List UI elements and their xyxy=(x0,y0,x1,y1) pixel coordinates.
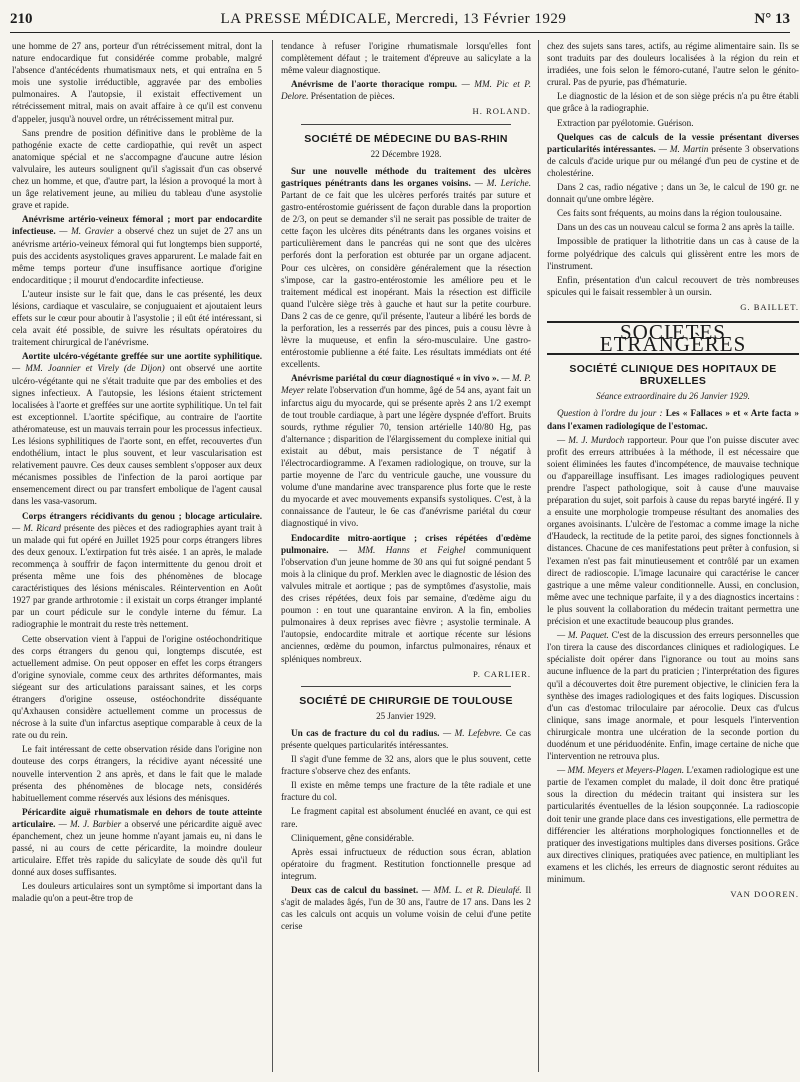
signature: P. CARLIER. xyxy=(472,668,531,679)
paragraph: chez des sujets sans tares, actifs, au régime alimentaire sain. Ils se sont traduits par des douleurs localisées à la région du rein et irradiées, une fois selon le fémoro-cutané, l'autre selon le génito-crural. Pas de pyurie, pas d'hématurie. xyxy=(547,41,799,88)
article-entry xyxy=(12,213,262,286)
paragraph: Cette observation vient à l'appui de l'origine ostéochondritique des corps étrangers du genou qui, longtemps discutée, est actuellement admise. On peut opposer en effet les corps étrangers d'origine synoviale, comme ceux des arthrites déformantes, mais siégeant sur des articulations paraissant saines, et les corps étrangers d'origine osseuse, ostéochondrite disséquante qu'Axhausen considère actuellement comme un processus de nécrose à la suite d'un infarctus aseptique comparable à ceux de la rate ou du rein. xyxy=(12,633,262,741)
article-title: Deux cas de calcul du bassinet. xyxy=(291,885,419,895)
article-title: Endocardite mitro-aortique ; crises répétées d'œdème pulmonaire. xyxy=(281,532,531,555)
article-text: Partant de ce fait que les ulcères perforés traités par suture et gastro-entérostomie guérissent de façon durable dans la proportion de 2/3, on peut se demander s'il ne serait pas possible de traiter de cette façon les ulcères dits pénétrants dans les organes voisins et particulièrement dans le pancréas qui ne sont que des ulcères perforés dont la perforation est obturée par un organe adjacent. Pour ces ulcères, on considère généralement que la résection s'impose, car la gastro-entérostomie les améliore peu et le traitement médical est inopérant. Mais la résection est difficile quand l'ulcère siège très à gauche et haut sur la petite courbure. Dans 2 cas de ce genre, qu'il présente, l'auteur a libéré les bords de la perforation, les a resserrés par des pinces, puis a cousu lèvre à lèvre la muqueuse, et enfin la séro-musculaire. Une gastro-entérostomie publienne a été faite. Les résultats immédiats ont été excellents. xyxy=(281,189,531,370)
article-title: Péricardite aiguë rhumatismale en dehors de toute atteinte articulaire. xyxy=(12,806,262,829)
article-title: Aortite ulcéro-végétante greffée sur une aortite syphilitique. xyxy=(22,351,262,362)
author: — M. Gravier xyxy=(59,226,114,237)
section-heading: SOCIÉTÉ DE MÉDECINE DU BAS-RHIN xyxy=(304,132,508,145)
article-text: présente 3 observations de calculs d'acide urique pur ou mélangé d'un peu de cystine et de cholestérine. xyxy=(547,143,799,178)
article-text: L'examen radiologique est une partie de l'examen complet du malade, il doit donc être pratiqué sous la direction du médecin traitant qui insistera sur les particularités éventuelles de la lésion soupçonnée. La radioscopie doit tenir une grande place dans ces investigations, elle permettra de différencier les altérations morphologiques fonctionnelles et de pratiquer des investigations multiples dans diverses positions. Grâce aux directives cliniques, pratiquées avec patience, en multipliant les examens et les clichés, les erreurs de diagnostic seront réduites au minimum. xyxy=(547,765,799,884)
author: — MM. L. et R. Dieulafé. xyxy=(421,885,522,895)
article-entry xyxy=(547,629,799,762)
section-heading: SOCIÉTÉ CLINIQUE DES HOPITAUX DE BRUXELLES xyxy=(569,363,777,388)
article-text: Présentation de pièces. xyxy=(310,91,395,102)
article-text: a observé une péricardite aiguë avec épanchement, chez un jeune homme n'ayant jamais eu, ni dans le passé, ni au cours de cette péricardite, la moindre douleur articulaire. Effet très rapide du salicylate de soude dès qu'il fut donné aux doses suffisantes. xyxy=(12,818,262,878)
article-entry xyxy=(12,806,262,879)
paragraph: Après essai infructueux de réduction sous écran, ablation opératoire du fragment. Restitution fonctionnelle presque ad integrum. xyxy=(281,846,531,881)
paragraph: Les douleurs articulaires sont un symptôme si important dans la maladie qu'on a peut-être trop de xyxy=(12,881,262,904)
paragraph: Il existe en même temps une fracture de la tête radiale et une fracture du col. xyxy=(281,780,531,803)
column-2 xyxy=(272,40,531,1072)
paragraph: Le fait intéressant de cette observation réside dans l'origine non douteuse des corps étrangers, la récidive ayant nécessité une nouvelle intervention 2 ans après, et dans le fait que le malade présenta des phénomènes de blocage nets, considérés habituellement comme réservés aux lésions des ménisques. xyxy=(12,744,262,803)
article-entry xyxy=(12,350,262,507)
author: — MM. Joannier et Virely (de Dijon) xyxy=(12,363,165,374)
article-entry xyxy=(281,727,531,751)
page-number: 210 xyxy=(10,10,33,27)
author: — MM. Meyers et Meyers-Plagen. xyxy=(557,765,685,776)
article-text: ont observé une aortite ulcéro-végétante qui ne s'était traduite que par des embolies et des signes infectieux. A l'autopsie, les lésions étaient strictement localisées à l'aorte et greffées sur une aortite syphilitique. Un tel fait est exceptionnel. L'aortite spécifique, au contraire de l'aortite athéromateuse, est un mauvais terrain pour les processus infectieux. Les lésions syphilitiques de l'aorte sont, en effet, recouvertes d'un endothélium, intact le plus souvent, et leur vascularisation est relativement pauvre. Ces deux causes semblent s'opposer aux deux mécanismes possibles de l'infection de la paroi aortique par ensemencement direct ou par transfert embolique de l'agent causal dans les vasa-vasorum. xyxy=(12,363,262,507)
paragraph: Le fragment capital est absolument énucléé en avant, ce qui est rare. xyxy=(281,806,531,829)
article-title: Quelques cas de calculs de la vessie présentant diverses particularités intéressantes. xyxy=(547,131,799,154)
divider xyxy=(301,686,511,687)
signature: VAN DOOREN. xyxy=(730,889,799,900)
article-entry xyxy=(547,434,799,628)
paragraph: Enfin, présentation d'un calcul recouvert de très nombreuses spicules qui le faisait ressembler à un oursin. xyxy=(547,274,799,297)
author: — M. J. Barbier xyxy=(58,818,122,829)
article-text: présente des pièces et des radiographies ayant trait à un malade qui fut opéré en Juillet 1925 pour corps étrangers libres des deux genoux. L'extirpation fut très aisée. 1 an après, le malade recommença à souffrir de façon intermittente du genou droit et présenta même une fois des phénomènes de blocage caractéristiques des lésions méniscales. Réintervention en Août 1927 par grande arthrotomie : il existait un corps étranger implanté par un court pédicule sur le condyle interne du fémur. La radiographie le montrait du reste très nettement. xyxy=(12,522,262,630)
masthead: LA PRESSE MÉDICALE, Mercredi, 13 Février 1929 xyxy=(220,10,567,27)
article-title: Sur une nouvelle méthode du traitement des ulcères gastriques pénétrants dans les organes voisins. xyxy=(281,165,531,188)
signature: G. BAILLET. xyxy=(740,301,799,312)
section-heading: SOCIÉTÉ DE CHIRURGIE DE TOULOUSE xyxy=(299,694,513,707)
article-title: Anévrisme de l'aorte thoracique rompu. xyxy=(291,79,458,90)
article-title: Anévrisme pariétal du cœur diagnostiqué « in vivo ». xyxy=(291,373,499,384)
article-text: Il s'agit de malades âgés, l'un de 30 ans, l'autre de 17 ans. Dans les 2 cas les calculs ont acquis un volume voisin de celui d'une petite cerise xyxy=(281,885,531,932)
article-entry xyxy=(281,78,531,102)
author: — M. J. Murdoch xyxy=(557,434,625,445)
paragraph: une homme de 27 ans, porteur d'un rétrécissement mitral, dont la nature endocardique fut considérée comme probable, malgré l'absence d'antécédents rhumatismaux nets, et qui entraîna en 5 mois une systolie irréductible, aggravée par des embolies pulmonaires. A l'autopsie, il existait effectivement un rétrécissement mitral, mais on avait affaire à ce qu'il est convenu d'appeler, jusqu'à nouvel ordre, un rétrécissement mitral pur. xyxy=(12,41,262,124)
page-header xyxy=(10,6,790,33)
section-date: 25 Janvier 1929. xyxy=(376,710,436,721)
agenda-topic: Les « Fallaces » et « Arte facta » dans l'examen radiologique de l'estomac. xyxy=(547,408,799,431)
section-date: 22 Décembre 1928. xyxy=(370,148,442,159)
author: — M. Leriche. xyxy=(474,177,531,188)
paragraph: L'auteur insiste sur le fait que, dans le cas présenté, les deux lésions, cardiaque et vasculaire, se conjuguaient et ajoutaient leurs effets sur le cœur pour aboutir à l'asystolie ; il eût été intéressant, si cela avait été possible, de suivre les résultats opératoires du traitement chirurgical de l'anévrisme. xyxy=(12,288,262,348)
column-3 xyxy=(538,40,799,1072)
author: — M. P. Meyer xyxy=(281,373,531,396)
signature: H. ROLAND. xyxy=(472,106,531,117)
article-title: Anévrisme artério-veineux fémoral ; mort par endocardite infectieuse. xyxy=(12,214,262,237)
article-text: communiquent l'observation d'un jeune homme de 30 ans qui fut soigné pendant 5 mois à la clinique du prof. Merklen avec le diagnostic de lésion des valvules mitrale et aortique ; pas de symptômes d'asystolie, mais des crises répétées, deux fois par semaine, d'œdème aigu du poumon : en tout une quarantaine environ. A la fin, embolies pulmonaires à deux reprises avec fièvre ; asystolie terminale. A l'autopsie, endocardite mitrale et aortique récente sur lésions anciennes, œdème du poumon, infarctus pulmonaires, rénaux et spléniques nombreux. xyxy=(281,544,531,664)
paragraph: Extraction par pyélotomie. Guérison. xyxy=(557,117,694,128)
paragraph: Sans prendre de position définitive dans le problème de la pathogénie exacte de cette cardiopathie, qui revêt un aspect anatomique spécial et ne s'accompagne d'aucune autre lésion valvulaire, les auteurs soulignent qu'il s'agissait d'un cas observé chez un homme, et que, d'autre part, la lésion a provoqué la mort à un âge relativement jeune, au milieu du tableau d'une asystolie grave et rapide. xyxy=(12,127,262,211)
article-text: Ce cas présente quelques particularités intéressantes. xyxy=(281,727,531,750)
agenda-question xyxy=(547,407,799,431)
author: — MM. Pic et P. Delore. xyxy=(281,79,531,102)
article-entry xyxy=(547,131,799,179)
paragraph: Dans 2 cas, radio négative ; dans un 3e, le calcul de 190 gr. ne donnait qu'une ombre légère. xyxy=(547,182,799,205)
author: — M. Lefebvre. xyxy=(442,727,503,738)
article-title: Un cas de fracture du col du radius. xyxy=(291,727,440,738)
author: — M. Paquet. xyxy=(557,630,609,641)
section-date: Séance extraordinaire du 26 Janvier 1929. xyxy=(596,391,750,402)
article-title: Corps étrangers récidivants du genou ; blocage articulaire. xyxy=(22,510,262,521)
paragraph: tendance à refuser l'origine rhumatismale lorsqu'elles font complètement défaut ; le traitement d'épreuve au salicylate a la même valeur diagnostique. xyxy=(281,41,531,76)
article-text: C'est de la discussion des erreurs personnelles que l'on tirera la cause des discordances cliniques et radiologiques. Le spécialiste doit opérer dans l'ignorance ou tout au moins sans aucune influence de la part du praticien ; l'interprétation des figures qu'il a découvertes doit être purement objective, le clinicien fera la synthèse des images radiologiques et des faits logiques. Discussion d'un cas d'estomac triloculaire par aérocolie. Deux cas d'ulcus clinique, sans image anormale, et pour lesquels l'intervention chirurgicale montra une ulcération de la seconde portion du duodénum et une périduodénite. Enfin, image certaine de niche que l'intervention ne retrouva plus. xyxy=(547,630,799,762)
agenda-lead: Question à l'ordre du jour : xyxy=(557,408,663,419)
article-entry xyxy=(281,884,531,932)
section-banner: SOCIETES ETRANGÈRES xyxy=(547,321,799,355)
issue-number: N° 13 xyxy=(754,10,790,27)
divider xyxy=(301,124,511,125)
author: — M. Ricard xyxy=(12,522,61,533)
paragraph: Il s'agit d'une femme de 32 ans, alors que le plus souvent, cette fracture s'observe chez des enfants. xyxy=(281,754,531,777)
paragraph: Le diagnostic de la lésion et de son siège précis n'a pu être établi que grâce à la radiographie. xyxy=(547,91,799,114)
article-entry xyxy=(547,764,799,885)
author: — M. Martin xyxy=(658,143,709,154)
column-1 xyxy=(12,40,262,1072)
article-entry xyxy=(12,510,262,631)
paragraph: Impossible de pratiquer la lithotritie dans un cas à cause de la forme polyédrique des calculs qui glissèrent entre les mors de l'instrument. xyxy=(547,236,799,271)
article-entry xyxy=(281,165,531,371)
article-entry xyxy=(281,532,531,665)
paragraph: Cliniquement, gêne considérable. xyxy=(291,832,414,843)
article-text: a observé chez un sujet de 27 ans un anévrisme artério-veineux fémoral qui fut longtemps bien supporté, puis des accidents asystoliques graves apparurent. Le malade fait en même temps porteur d'une insuffisance aortique d'origine endocarditique ; il mourut d'endocardite infectieuse. xyxy=(12,226,262,285)
article-text: relate l'observation d'un homme, âgé de 54 ans, ayant fait un infarctus aigu du myocarde, qui se présente après 2 ans 1/2 exempt de tout trouble cardiaque, à part une légère dyspnée d'effort. Bruits sourds, rythme régulier 70, tension artérielle 140/80 Hg, pas d'alternance ; disparition de l'élargissement du complexe initial qui existait au début, mais persistance de T négatif à l'électrocardiogramme. A l'examen radiologique, on trouve, sur la partie moyenne de l'arc du ventricule gauche, une voussure du volume d'une mandarine avec transparence plus forte que le reste du myocarde et avec mouvements expansifs systoliques. C'est, à la connaissance de l'auteur, le 6e cas d'anévrisme pariétal du cœur diagnostiqué in vivo. xyxy=(281,385,531,529)
author: — MM. Hanns et Feighel xyxy=(339,544,466,555)
article-text: rapporteur. Pour que l'on puisse discuter avec profit des erreurs attribuées à la méthode, il est nécessaire que soient éliminées les fautes d'incompétence, de mauvaise technique ou d'appareillage insuffisant. Les images radiologiques peuvent prendre l'aspect pathologique, soit à cause d'une mauvaise préparation du sujet, soit parfois à cause du repas baryté ingéré. Il y a ensuite une morphologie trompeuse résultant des anomalies des organes avoisinants. L'ulcère de l'estomac a comme image la niche d'Haudeck, la rectitude de la petite paroi, des signes fonctionnels à distances. Chacune de ces manifestations peut prêter à confusion, si l'examen n'est pas fait minutieusement et contrôlé par un examen direct de radioscopie. L'image lacunaire qui caractérise le cancer gastrique a une même valeur conditionnelle. Aussi, en conclusion, même avec une technique parfaite, il y a des diagnostics incertains : le plus souvent la collaboration du médecin traitant permettra une précision et une exactitude beaucoup plus grandes. xyxy=(547,434,799,627)
paragraph: Ces faits sont fréquents, au moins dans la région toulousaine. xyxy=(557,208,782,219)
paragraph: Dans un des cas un nouveau calcul se forma 2 ans après la taille. xyxy=(557,222,795,233)
article-entry xyxy=(281,372,531,529)
